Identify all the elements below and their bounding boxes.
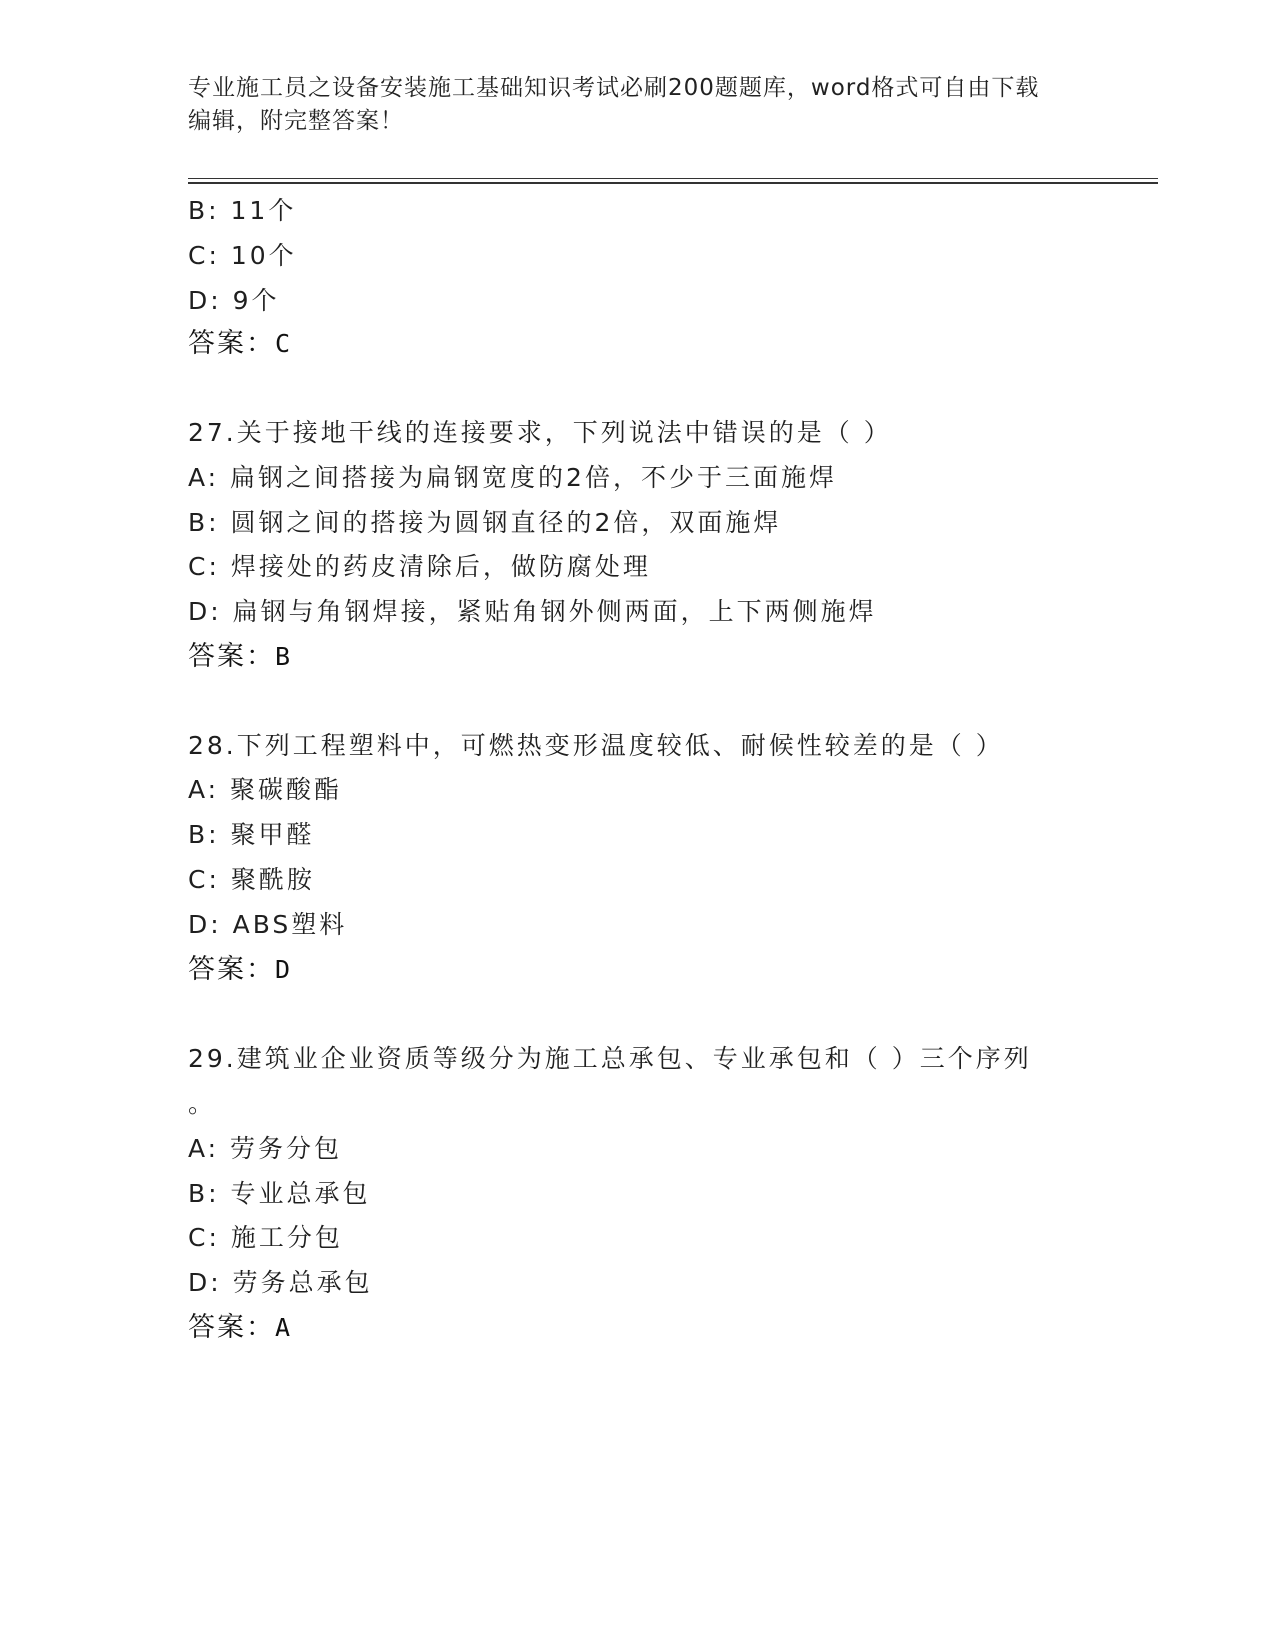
header-divider-thick (188, 182, 1158, 184)
answer-label: 答案： (188, 641, 275, 672)
question-stem-tail: 。 (188, 1089, 217, 1118)
option-d: D: ABS塑料 (188, 910, 348, 939)
option-d: D: 劳务总承包 (188, 1268, 373, 1297)
answer-value: A (275, 1313, 291, 1342)
option-a: A: 扁钢之间搭接为扁钢宽度的2倍，不少于三面施焊 (188, 463, 837, 492)
option-b: B: 聚甲醛 (188, 820, 315, 849)
document-header (188, 72, 1088, 138)
option-a: A: 劳务分包 (188, 1134, 343, 1163)
option-b: B: 专业总承包 (188, 1179, 371, 1208)
option-d: D: 扁钢与角钢焊接，紧贴角钢外侧两面，上下两侧施焊 (188, 597, 877, 626)
answer-line (188, 640, 290, 674)
option-c: C: 施工分包 (188, 1223, 343, 1252)
option-c: C: 焊接处的药皮清除后，做防腐处理 (188, 552, 651, 581)
header-line-1: 专业施工员之设备安装施工基础知识考试必刷200题题库，word格式可自由下载 (188, 75, 1040, 101)
option-b: B: 圆钢之间的搭接为圆钢直径的2倍，双面施焊 (188, 508, 782, 537)
answer-line (188, 953, 290, 987)
answer-label: 答案： (188, 1312, 275, 1343)
answer-label: 答案： (188, 328, 275, 359)
option-c: C: 10个 (188, 241, 297, 270)
header-line-2: 编辑，附完整答案！ (188, 108, 404, 134)
option-a: A: 聚碳酸酯 (188, 775, 343, 804)
option-b: B: 11个 (188, 196, 297, 225)
question-stem: 27.关于接地干线的连接要求，下列说法中错误的是（ ） (188, 418, 892, 447)
header-divider-thin (188, 178, 1158, 179)
answer-value: B (275, 642, 291, 671)
option-d: D: 9个 (188, 286, 280, 315)
question-stem: 29.建筑业企业资质等级分为施工总承包、专业承包和（ ）三个序列 (188, 1044, 1032, 1073)
answer-value: D (275, 955, 291, 984)
answer-label: 答案： (188, 954, 275, 985)
answer-line (188, 327, 290, 361)
answer-line (188, 1311, 290, 1345)
option-c: C: 聚酰胺 (188, 865, 315, 894)
answer-value: C (275, 329, 291, 358)
question-stem: 28.下列工程塑料中，可燃热变形温度较低、耐候性较差的是（ ） (188, 731, 1004, 760)
